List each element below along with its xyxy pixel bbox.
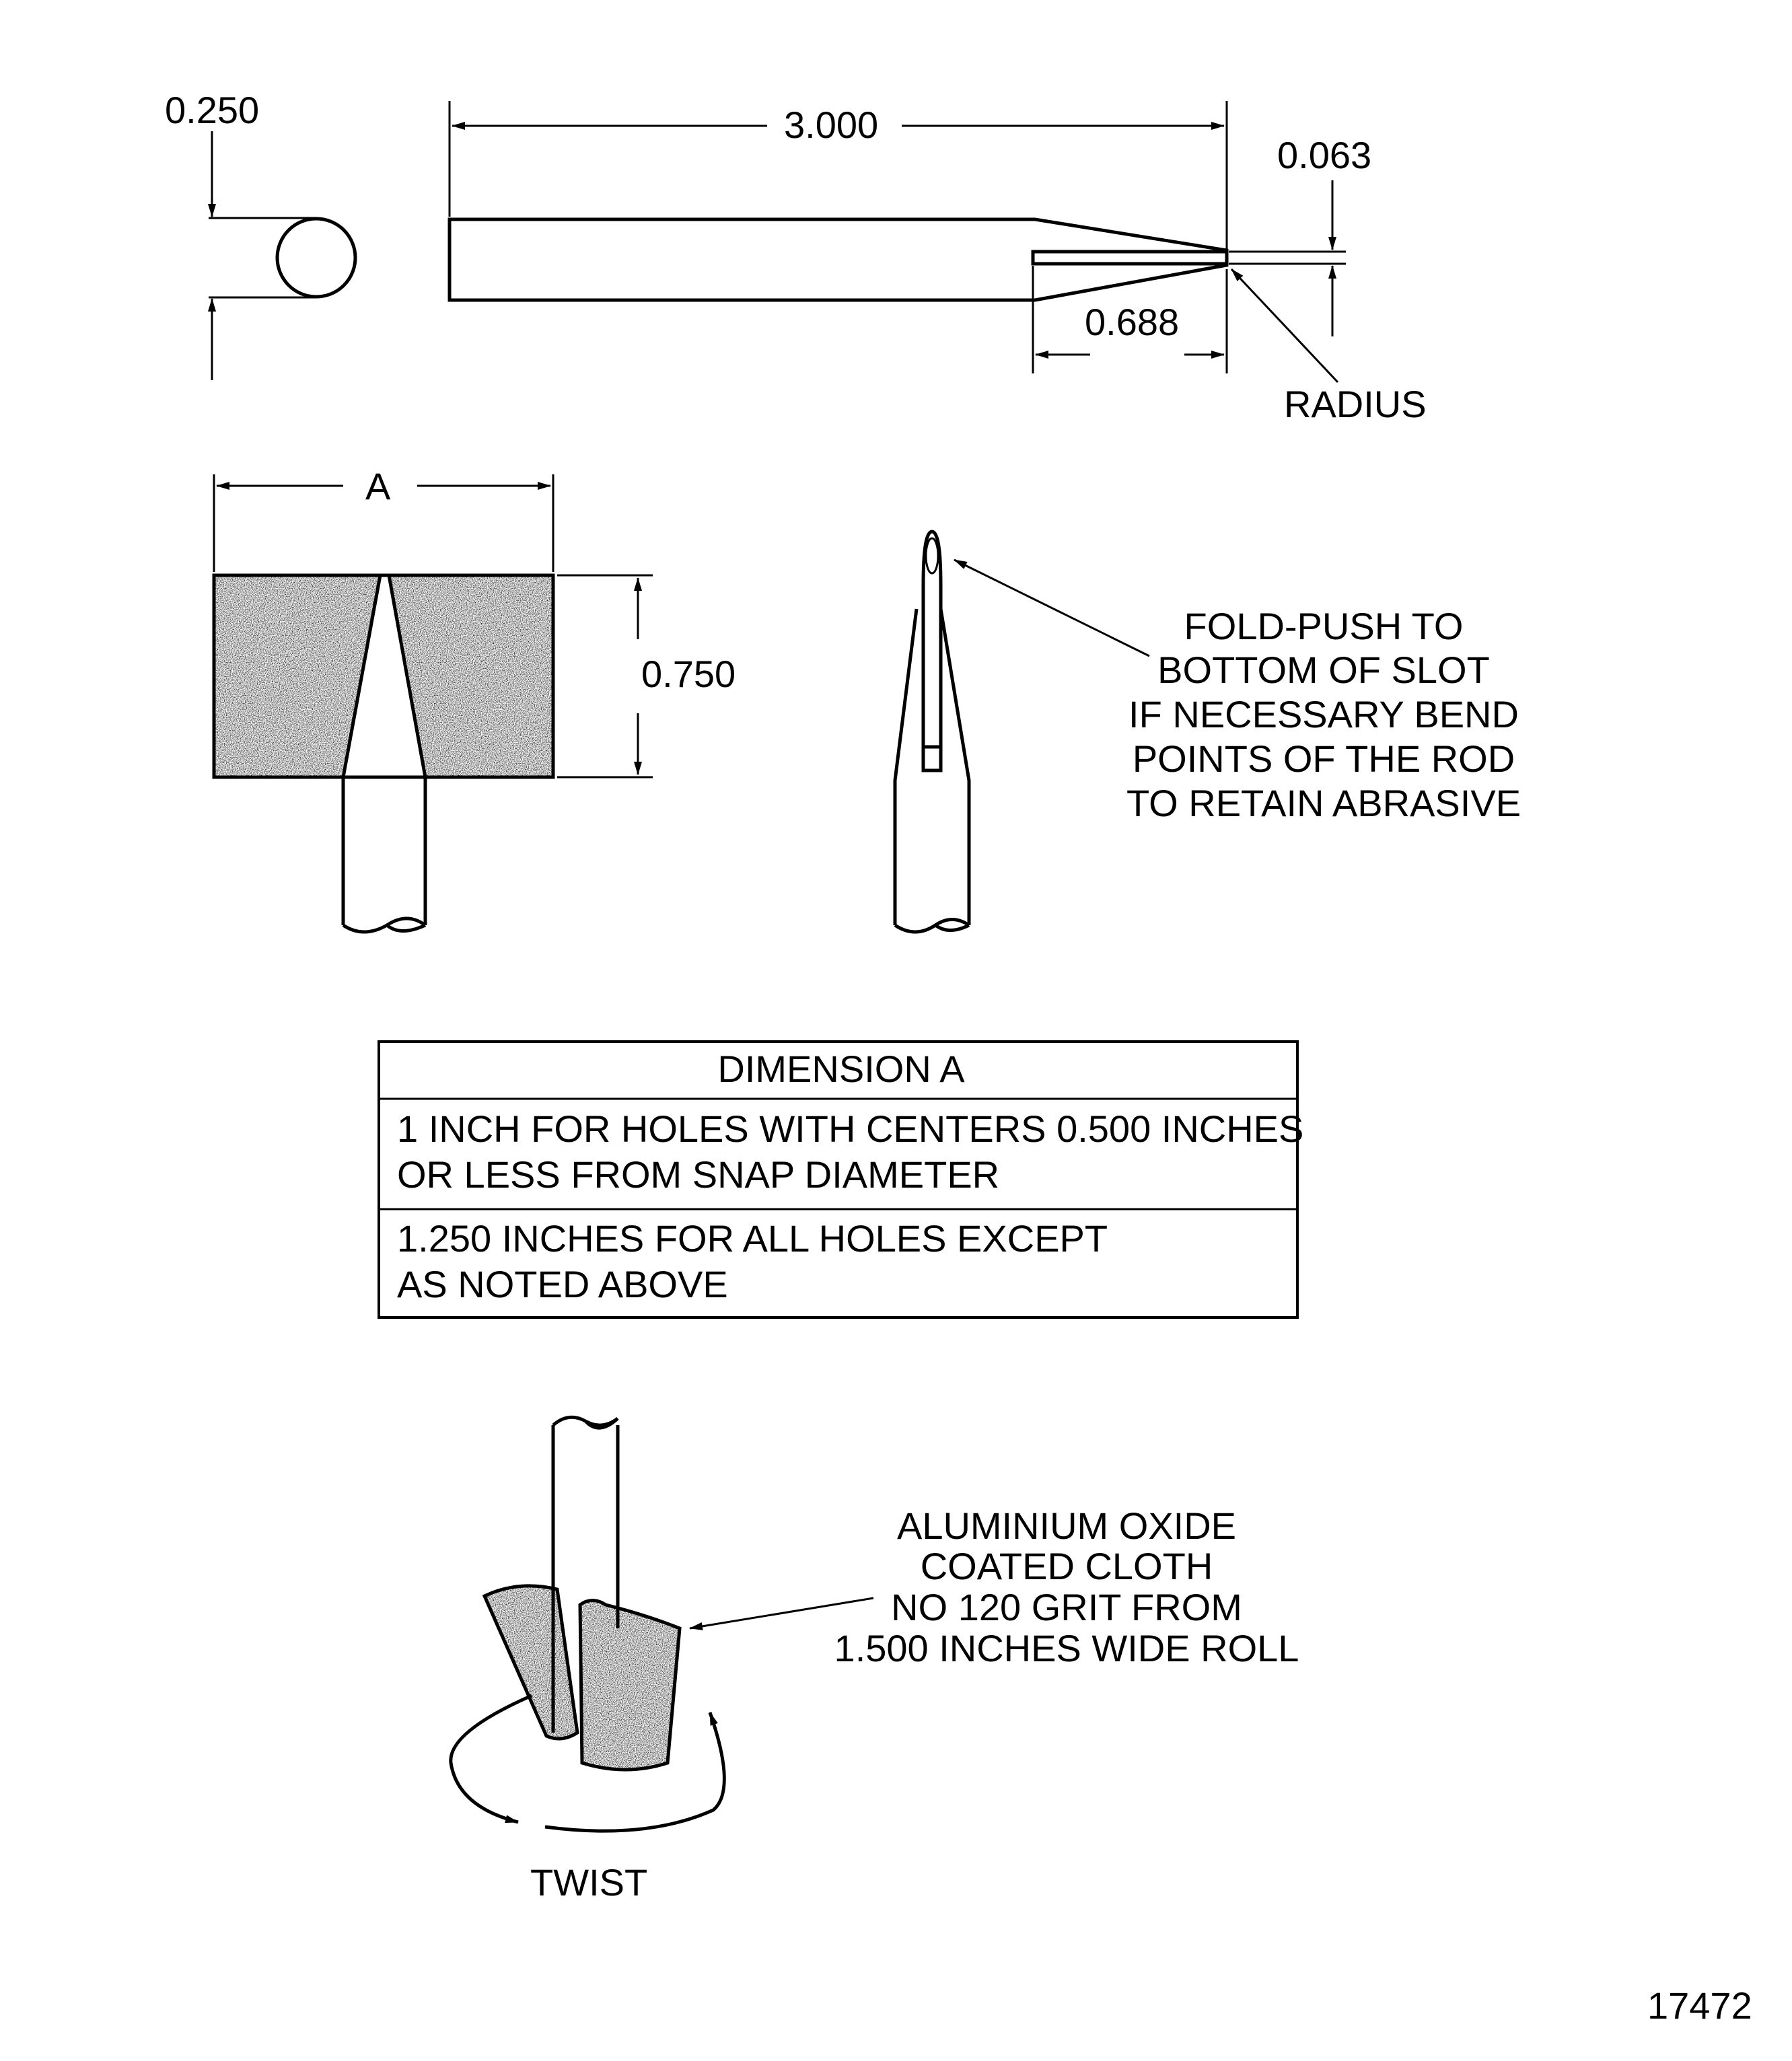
rod-slot	[1033, 252, 1227, 264]
rod-body	[450, 219, 1227, 300]
svg-text:1.500 INCHES WIDE ROLL: 1.500 INCHES WIDE ROLL	[834, 1627, 1299, 1669]
dimension-a-table	[379, 1042, 1303, 1317]
width-a-label: A	[365, 465, 391, 507]
svg-text:POINTS OF THE ROD: POINTS OF THE ROD	[1132, 737, 1515, 780]
fold-leader	[954, 560, 1149, 656]
table-row-1-line-2: OR LESS FROM SNAP DIAMETER	[397, 1153, 1000, 1196]
rod-end-circle	[277, 219, 355, 297]
cloth-strip-right	[580, 1601, 680, 1770]
folded-rod-view	[895, 532, 1521, 932]
twist-arrow-left	[451, 1696, 532, 1822]
radius-leader	[1231, 269, 1338, 382]
svg-text:TO RETAIN ABRASIVE: TO RETAIN ABRASIVE	[1126, 782, 1521, 824]
svg-text:BOTTOM OF SLOT: BOTTOM OF SLOT	[1157, 649, 1490, 691]
twist-label: TWIST	[530, 1861, 648, 1904]
table-row-2-line-2: AS NOTED ABOVE	[397, 1263, 728, 1305]
radius-label: RADIUS	[1284, 383, 1427, 425]
table-header: DIMENSION A	[717, 1048, 965, 1090]
folded-abrasive-loop	[923, 532, 941, 767]
svg-text:ALUMINIUM OXIDE: ALUMINIUM OXIDE	[896, 1505, 1237, 1547]
slot-length-label: 0.688	[1085, 301, 1180, 343]
diameter-label: 0.250	[165, 89, 260, 131]
block-rod-stub	[343, 777, 425, 932]
height-label: 0.750	[641, 653, 736, 695]
svg-text:FOLD-PUSH TO: FOLD-PUSH TO	[1184, 605, 1464, 647]
cloth-leader	[690, 1598, 873, 1628]
svg-text:IF NECESSARY BEND: IF NECESSARY BEND	[1128, 693, 1519, 735]
cloth-strip-left	[485, 1586, 577, 1739]
abrasive-right	[389, 575, 553, 777]
folded-abrasive-tab	[923, 747, 941, 770]
svg-text:NO 120 GRIT FROM: NO 120 GRIT FROM	[891, 1586, 1242, 1628]
table-row-1-line-1: 1 INCH FOR HOLES WITH CENTERS 0.500 INCHES	[397, 1108, 1304, 1150]
figure-number: 17472	[1647, 1984, 1752, 2027]
table-row-2-line-1: 1.250 INCHES FOR ALL HOLES EXCEPT	[397, 1217, 1108, 1260]
svg-text:COATED CLOTH: COATED CLOTH	[920, 1545, 1213, 1587]
twist-view	[451, 1417, 1299, 1904]
abrasive-block-view	[214, 465, 736, 932]
abrasive-left	[214, 575, 380, 777]
folded-rod-taper	[895, 609, 969, 925]
slot-width-label: 0.063	[1277, 134, 1372, 176]
cloth-note	[834, 1505, 1299, 1669]
fold-note	[1126, 605, 1521, 824]
length-label: 3.000	[784, 104, 879, 146]
rod-side-view	[165, 89, 1427, 425]
